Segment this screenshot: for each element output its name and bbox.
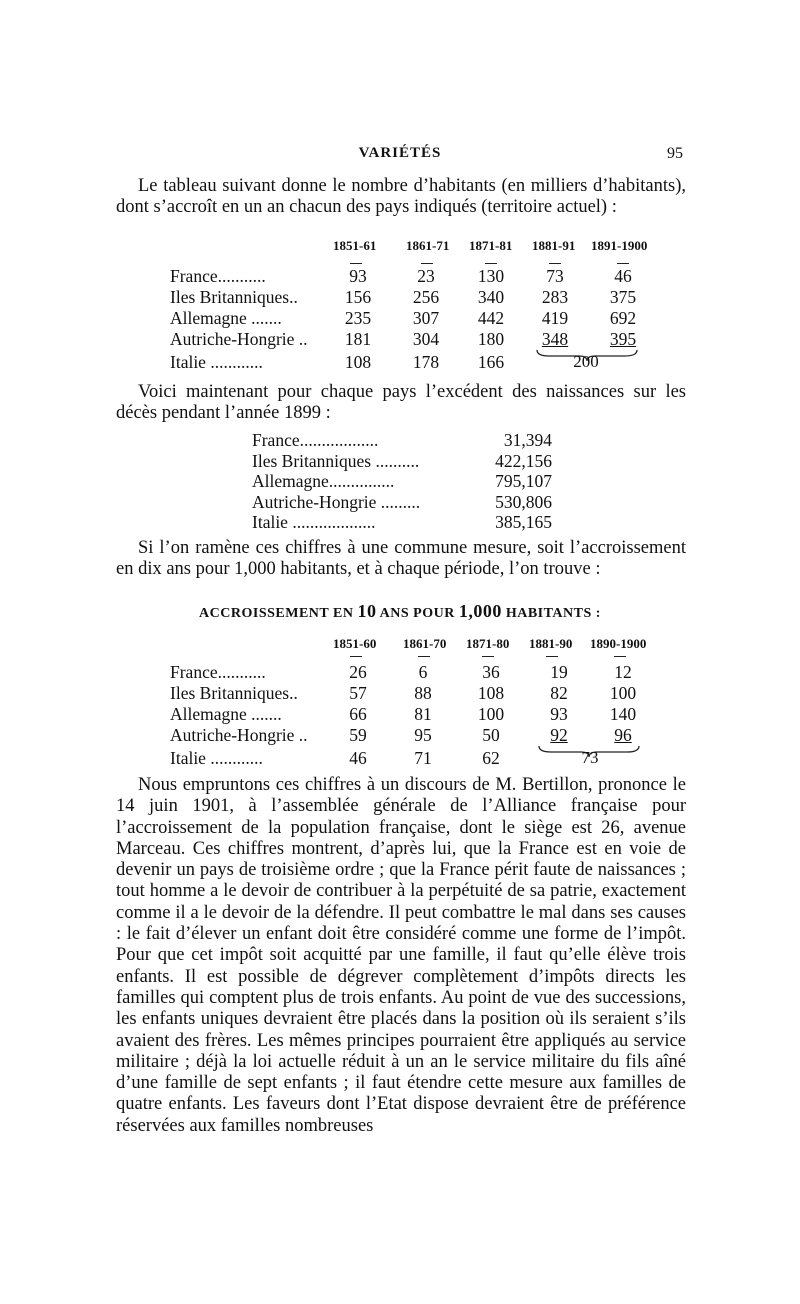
table-row [0, 683, 800, 703]
header-dash [617, 263, 629, 264]
list-item [252, 512, 562, 533]
table-cell: 156 [344, 287, 372, 307]
table-cell: 92 [550, 725, 568, 745]
list-item-label: Iles Britanniques .......... [252, 450, 420, 471]
column-header: 1890-1900 [590, 636, 647, 651]
paragraph-2: Voici maintenant pour chaque pays l’excédent des naissances sur les décès pendant l’année 1899 : [116, 382, 686, 424]
column-header: 1851-61 [333, 238, 377, 253]
paragraph-3: Si l’on ramène ces chiffres à une commune mesure, soit l’accroissement en dix ans pour 1,000 habitants, et à chaque période, l’on trouve : [116, 538, 686, 580]
table-title-part: 1,000 [458, 601, 502, 621]
table-row [0, 662, 800, 682]
list-item-label: Italie ................... [252, 512, 376, 532]
table-cell: 375 [609, 287, 637, 307]
table-row [0, 352, 800, 372]
table-cell: 692 [609, 308, 637, 328]
table-cell: 93 [550, 704, 568, 724]
table-row [0, 748, 800, 768]
table-row [0, 704, 800, 724]
table-cell: 130 [477, 266, 505, 286]
intro-paragraph: Le tableau suivant donne le nombre d’habitants (en milliers d’habitants), dont s’accroît en un an chacun des pays indiqués (territoire actuel) : [116, 176, 686, 218]
country-label: Italie ............ [170, 748, 263, 768]
list-item-label: France.................. [252, 430, 379, 450]
table-cell: 36 [482, 662, 500, 682]
list-item-value: 530,806 [495, 491, 552, 512]
table-cell: 82 [550, 683, 568, 703]
table-cell: 181 [344, 329, 372, 349]
header-dash [421, 263, 433, 264]
table-cell: 66 [349, 704, 367, 724]
column-header: 1871-80 [466, 636, 510, 651]
table-cell: 50 [482, 725, 500, 745]
list-item-value: 422,156 [495, 450, 552, 471]
table-cell: 62 [482, 748, 500, 768]
list-item [252, 471, 562, 492]
table-title-part: ANS POUR [376, 606, 459, 621]
list-item-value: 31,394 [503, 430, 552, 450]
table-row [0, 266, 800, 286]
page-number: 95 [667, 145, 683, 162]
column-header: 1871-81 [469, 238, 513, 253]
list-item-value: 795,107 [495, 471, 552, 491]
table-cell: 73 [546, 266, 564, 286]
table-cell: 88 [414, 683, 432, 703]
country-label: Italie ............ [170, 352, 263, 372]
header-dash [418, 656, 430, 657]
table-cell: 95 [414, 725, 432, 745]
table-cell: 348 [541, 329, 569, 349]
table-cell: 59 [349, 725, 367, 745]
table-cell: 46 [614, 266, 632, 286]
header-dash [482, 656, 494, 657]
table-cell: 108 [477, 683, 505, 703]
page-header [0, 145, 800, 167]
table-row [0, 308, 800, 328]
column-header: 1861-71 [406, 238, 450, 253]
table-cell: 93 [349, 266, 367, 286]
table-cell: 395 [609, 329, 637, 349]
country-label: Allemagne ....... [170, 704, 282, 724]
table-cell: 19 [550, 662, 568, 682]
header-dash [549, 263, 561, 264]
table-title-part: HABITANTS : [501, 606, 601, 621]
country-label: Iles Britanniques.. [170, 683, 298, 703]
table-cell: 307 [412, 308, 440, 328]
header-dash [546, 656, 558, 657]
table-row [0, 329, 800, 349]
table-cell: 419 [541, 308, 569, 328]
country-label: France........... [170, 662, 266, 682]
table-title-part: ACCROISSEMENT EN [199, 606, 358, 621]
paragraph-4: Nous empruntons ces chiffres à un discours de M. Bertillon, prononce le 14 juin 1901, à l’assemblée générale de l’Alliance française pour l’accroissement de la population française, dont le siège est 26, avenue Marceau. Ces chiffres montrent, d’après lui, que la France est en voie de devenir un pays de troisième ordre ; que la France périt faute de naissances ; tout homme a le devoir de contribuer à la perpétuité de sa patrie, exactement comme il a le devoir de la défendre. Il peut combattre le mal dans ses causes : le fait d’élever un enfant doit être considéré comme une forme de l’impôt. Pour que cet impôt soit acquitté par une famille, il faut qu’elle élève trois enfants. Il est possible de dégrever complètement d’impôts directs les familles qui comptent plus de trois enfants. Au point de vue des successions, les enfants uniques devraient être placés dans la position où ils seraient s’ils avaient des frères. Les mêmes principes pourraient être appliqués au service militaire ; déjà la loi actuelle réduit à un an le service militaire du fils aîné d’une famille de sept enfants ; il faut étendre cette mesure aux familles de quatre enfants. Les faveurs dont l’Etat dispose devraient être de préférence réservées aux familles nombreuses [116, 775, 686, 1136]
combined-value: 200 [573, 352, 599, 371]
table-cell: 340 [477, 287, 505, 307]
table-row [0, 725, 800, 745]
birth-excess-list [252, 430, 562, 533]
table-row [0, 287, 800, 307]
header-dash [485, 263, 497, 264]
column-header: 1851-60 [333, 636, 377, 651]
table-cell: 46 [349, 748, 367, 768]
table-cell: 442 [477, 308, 505, 328]
table-cell: 96 [614, 725, 632, 745]
column-header: 1881-90 [529, 636, 573, 651]
table-cell: 100 [477, 704, 505, 724]
header-dash [614, 656, 626, 657]
combined-value: 73 [581, 748, 599, 767]
table-cell: 108 [344, 352, 372, 372]
list-item [252, 430, 562, 451]
table-cell: 256 [412, 287, 440, 307]
running-title: VARIÉTÉS [358, 145, 442, 161]
table-title [0, 601, 800, 622]
table-cell: 166 [477, 352, 505, 372]
table-cell: 178 [412, 352, 440, 372]
list-item-label: Allemagne............... [252, 471, 395, 491]
table-cell: 71 [414, 748, 432, 768]
table-cell: 12 [614, 662, 632, 682]
table-cell: 6 [418, 662, 428, 682]
list-item [252, 451, 562, 472]
header-dash [350, 263, 362, 264]
country-label: France........... [170, 266, 266, 286]
column-header: 1861-70 [403, 636, 447, 651]
table-cell: 26 [349, 662, 367, 682]
country-label: Autriche-Hongrie .. [170, 329, 308, 349]
table-cell: 81 [414, 704, 432, 724]
header-dash [350, 656, 362, 657]
list-item-label: Autriche-Hongrie ......... [252, 491, 421, 512]
table-cell: 57 [349, 683, 367, 703]
table-cell: 180 [477, 329, 505, 349]
table-cell: 23 [417, 266, 435, 286]
table-title-part: 10 [357, 601, 377, 621]
table-cell: 304 [412, 329, 440, 349]
column-header: 1891-1900 [591, 238, 648, 253]
table-cell: 235 [344, 308, 372, 328]
country-label: Autriche-Hongrie .. [170, 725, 308, 745]
table-cell: 100 [609, 683, 637, 703]
table-cell: 283 [541, 287, 569, 307]
column-header: 1881-91 [532, 238, 576, 253]
list-item [252, 492, 562, 513]
country-label: Allemagne ....... [170, 308, 282, 328]
list-item-value: 385,165 [495, 512, 552, 532]
table-cell: 140 [609, 704, 637, 724]
country-label: Iles Britanniques.. [170, 287, 298, 307]
